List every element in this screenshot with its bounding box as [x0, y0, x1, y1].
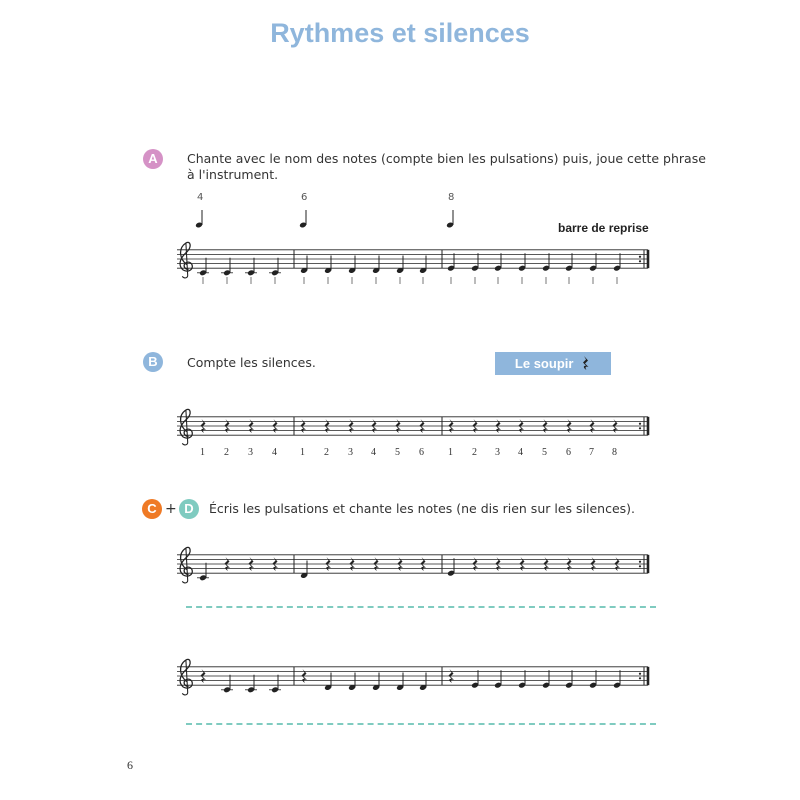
exercise-a-badge: A	[143, 149, 163, 169]
plus-sign: +	[165, 501, 177, 517]
silence-count-number: 6	[419, 447, 424, 458]
staff-a	[177, 250, 648, 268]
staff-c	[177, 555, 648, 573]
silence-count-number: 6	[566, 447, 571, 458]
exercise-c-badge: C	[142, 499, 162, 519]
silence-count-number: 3	[348, 447, 353, 458]
treble-clef-icon	[180, 409, 192, 445]
repeat-dot	[639, 561, 641, 563]
silence-count-number: 1	[300, 447, 305, 458]
silence-count-number: 7	[589, 447, 594, 458]
repeat-dot	[639, 427, 641, 429]
exercise-b-instruction: Compte les silences.	[187, 355, 316, 370]
silence-count-number: 1	[448, 447, 453, 458]
silence-count-number: 2	[324, 447, 329, 458]
repeat-dot	[639, 565, 641, 567]
exercise-a-instruction-line1: Chante avec le nom des notes (compte bien les pulsations) puis, joue cette phrase	[187, 151, 706, 166]
silence-count-number: 2	[224, 447, 229, 458]
repeat-dot	[639, 256, 641, 258]
page-number: 6	[127, 758, 133, 772]
reprise-label: barre de reprise	[558, 221, 649, 235]
exercise-a-instruction-line2: à l'instrument.	[187, 167, 279, 182]
beat-count-number: 6	[301, 192, 308, 203]
staff-d	[177, 667, 648, 685]
repeat-dot	[639, 423, 641, 425]
silence-count-number: 2	[472, 447, 477, 458]
soupir-label: Le soupir	[514, 356, 574, 371]
page-title: Rythmes et silences	[270, 18, 530, 48]
silence-count-number: 4	[272, 447, 277, 458]
silence-count-number: 4	[371, 447, 376, 458]
silence-count-number: 5	[542, 447, 547, 458]
repeat-dot	[639, 673, 641, 675]
beat-count-number: 8	[448, 192, 455, 203]
silence-count-number: 3	[248, 447, 253, 458]
exercise-cd-instruction: Écris les pulsations et chante les notes (ne dis rien sur les silences).	[209, 501, 636, 516]
repeat-dot	[639, 677, 641, 679]
silence-count-number: 5	[395, 447, 400, 458]
exercise-d-badge: D	[179, 499, 199, 519]
silence-count-number: 8	[612, 447, 617, 458]
treble-clef-icon	[180, 547, 192, 583]
treble-clef-icon	[180, 242, 192, 278]
silence-count-number: 4	[518, 447, 523, 458]
repeat-dot	[639, 260, 641, 262]
silence-count-number: 1	[200, 447, 205, 458]
silence-count-number: 3	[495, 447, 500, 458]
treble-clef-icon	[180, 659, 192, 695]
exercise-b-badge: B	[143, 352, 163, 372]
beat-count-number: 4	[197, 192, 204, 203]
staff-b	[177, 417, 648, 435]
